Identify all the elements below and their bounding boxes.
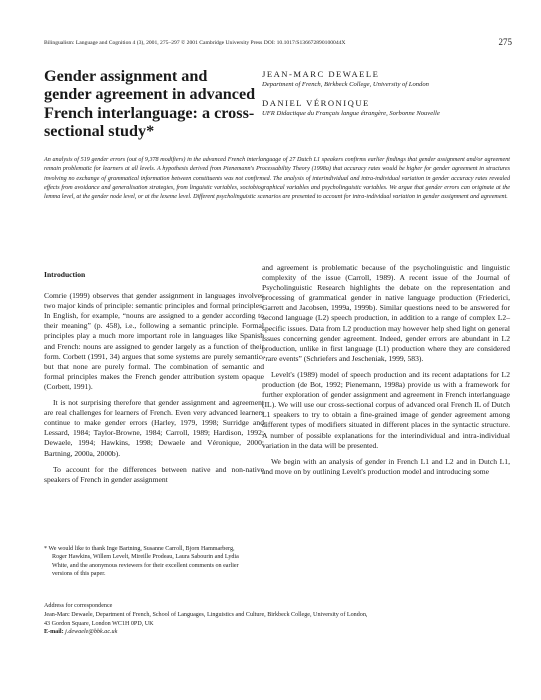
- acknowledgement-footnote: [44, 545, 249, 578]
- address-line-1: Jean-Marc Dewaele, Department of French, School of Languages, Linguistics and Culture, Birkbeck College, University of London,: [44, 611, 368, 618]
- correspondence-address: [44, 602, 512, 637]
- author-affiliation-1: Department of French, Birkbeck College, University of London: [262, 81, 429, 88]
- left-column: [44, 265, 264, 485]
- author-name-1: JEAN-MARC DEWAELE: [262, 69, 380, 79]
- right-column: [262, 263, 510, 477]
- body-paragraph: Comrie (1999) observes that gender assignment in languages involves two major kinds of principle: semantic principles and formal principles. In English, for example, “nouns are assigned to a gender according to their meaning” (p. 458), i.e., following a semantic principle. Formal principles play a much more important role in languages like Spanish and French: nouns are assigned to gender largely as a function of their form. Corbett (1991, 34) argues that some systems are purely semantic, but that none are purely formal. The combination of semantic and formal principles makes the French gender attribution system opaque (Corbett, 1991).: [44, 291, 264, 391]
- address-line-2: 43 Gordon Square, London WC1H 0PD, UK: [44, 620, 154, 627]
- email-link[interactable]: j.dewaele@bbk.ac.uk: [65, 629, 118, 636]
- email-label: E-mail:: [44, 629, 64, 636]
- body-paragraph: and agreement is problematic because of the psycholinguistic and linguistic complexity of the issue (Carroll, 1989). A recent issue of the Journal of Psycholinguistic Research highlights the debate on the representation and processing of grammatical gender in native language production (Friederici, Garrett and Jacobsen, 1999a, 1999b). Similar questions need to be answered for second language (L2) speech production, in addition to a range of complex L2–specific issues. Data from L2 production may however help shed light on general issues concerning gender agreement. Indeed, gender errors are abundant in L2 production, unlike in first language (L1) production where they are considered “rare events” (Schriefers and Jescheniak, 1999, 583).: [262, 263, 510, 363]
- author-name-2: DANIEL VÉRONIQUE: [262, 98, 370, 109]
- footnote-text: * We would like to thank Inge Bartning, Susanne Carroll, Bjorn Hammarberg, Roger Hawkins, Willem Levelt, Mireille Prodeau, Laura Sabourin and Lydia White, and the anonymous reviewers for their excellent comments on earlier versions of this paper.: [44, 546, 239, 577]
- body-paragraph: To account for the differences between native and non-native speakers of French in gender assignment: [44, 464, 264, 484]
- running-header: [44, 36, 512, 50]
- article-title: Gender assignment and gender agreement in advanced French interlanguage: a cross-sectional study*: [44, 67, 256, 141]
- section-heading-introduction: Introduction: [44, 270, 86, 279]
- body-paragraph: We begin with an analysis of gender in French L1 and L2 and in Dutch L1, and move on by outlining Levelt's production model and introducing some: [262, 456, 510, 476]
- author-block: [262, 69, 512, 127]
- abstract: An analysis of 519 gender errors (out of 9,378 modifiers) in the advanced French interlanguage of 27 Dutch L1 speakers confirms earlier findings that gender assignment and/or agreement remain problematic for learners at all levels. A hypothesis derived from Pienemann's Processability Theory (1998a) that accuracy rates would be higher for gender agreement in structures involving no exchange of grammatical information between constituents was not confirmed. The analysis of interindividual and intra-individual variation in gender accuracy rates revealed effects from avoidance and generalisation strategies, from linguistic variables, sociobiographical variables and psycholinguistic variables. We argue that gender errors can originate at the lemma level, at the gender node level, or at the lexeme level. Different psycholinguistic scenarios are presented to account for intra-individual variation in gender assignment and agreement.: [44, 157, 510, 201]
- body-paragraph: Levelt's (1989) model of speech production and its recent adaptations for L2 production (de Bot, 1992; Pienemann, 1998a) provide us with a framework for further exploration of gender assignment and agreement in French interlanguage (IL). We will use our cross-sectional corpus of advanced oral French IL of Dutch L1 speakers to try to obtain a fine-grained image of gender agreement among different types of modifiers situated in different places in the syntactic structure. A number of possible explanations for the interindividual and intra-individual variation in the data will be presented.: [262, 369, 510, 450]
- correspondence-label: Address for correspondence: [44, 603, 113, 609]
- journal-citation: Bilingualism: Language and Cognition 4 (3), 2001, 275–297 © 2001 Cambridge University Press DOI: 10.1017/S136672890100044X: [44, 40, 346, 46]
- email-line: [44, 628, 512, 637]
- page-number: 275: [498, 37, 512, 47]
- author-affiliation-2: UFR Didactique du Français langue étrangère, Sorbonne Nouvelle: [262, 110, 440, 118]
- body-paragraph: It is not surprising therefore that gender assignment and agreement are real challenges for learners of French. Even very advanced learners continue to make gender errors (Harley, 1979, 1998; Surridge and Lessard, 1984; Taylor-Browne, 1984; Carroll, 1989; Hardison, 1992; Dewaele, 1994; Hawkins, 1998; Dewaele and Véronique, 2000; Bartning, 2000a, 2000b).: [44, 398, 264, 458]
